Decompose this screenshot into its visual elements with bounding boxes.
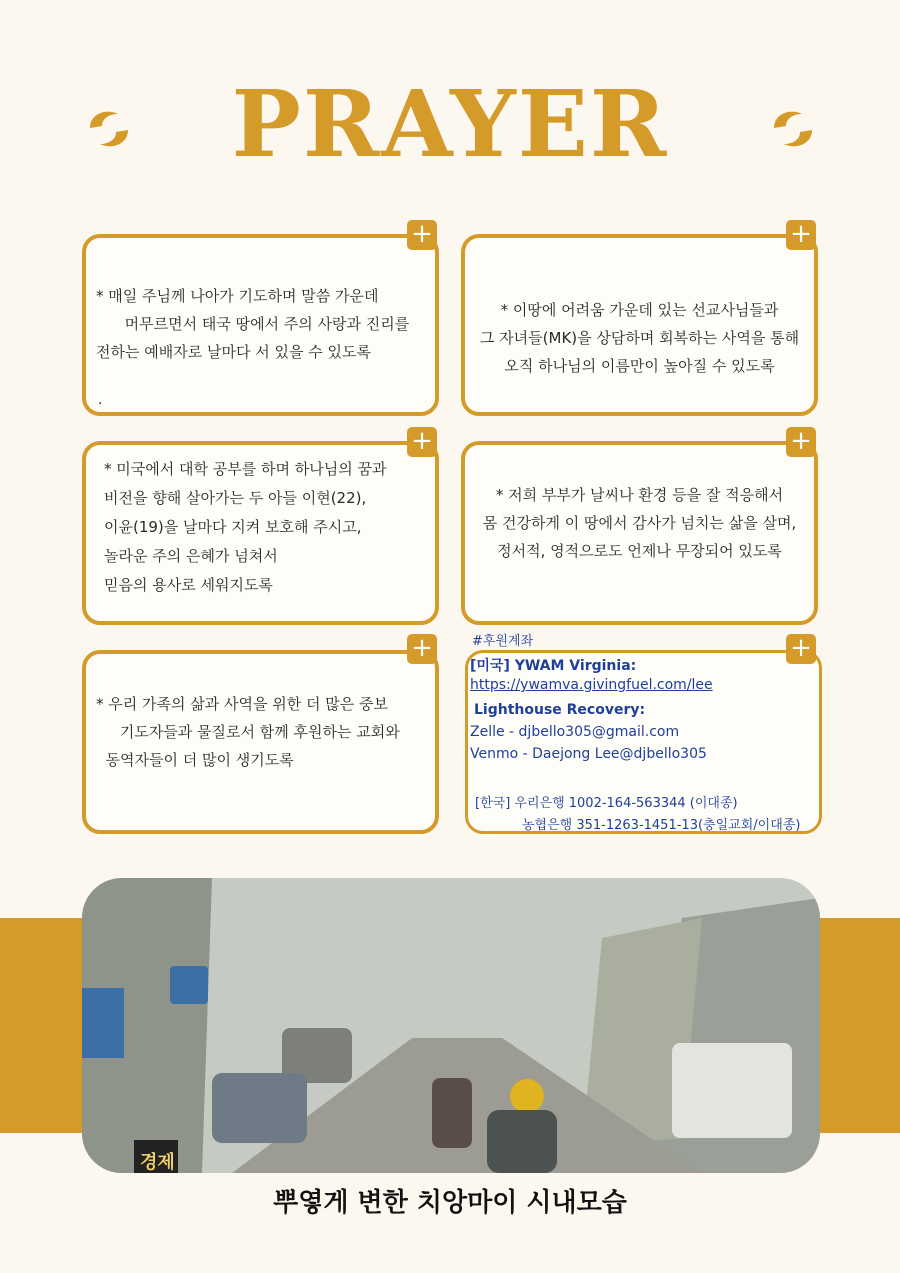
venmo-account: Venmo - Daejong Lee@djbello305 bbox=[470, 746, 707, 762]
plus-icon[interactable]: + bbox=[786, 427, 816, 457]
card-1-dot: . bbox=[98, 392, 103, 408]
giving-link[interactable]: https://ywamva.givingfuel.com/lee bbox=[470, 677, 713, 693]
right-swirl-ornament bbox=[770, 106, 816, 152]
street-scene-illustration bbox=[82, 878, 820, 1173]
prayer-card-2-text: * 이땅에 어려움 가운데 있는 선교사님들과 그 자녀들(MK)을 상담하며 회복하는 사역을 통해 오직 하나님의 이름만이 높아질 수 있도록 bbox=[479, 301, 800, 375]
plus-icon[interactable]: + bbox=[407, 427, 437, 457]
us-account-label: [미국] YWAM Virginia: bbox=[470, 658, 637, 674]
prayer-card-1-text: * 매일 주님께 나아가 기도하며 말씀 가운데 머무르면서 태국 땅에서 주의 사랑과 진리를 전하는 예배자로 날마다 서 있을 수 있도록 bbox=[96, 287, 410, 361]
broadcast-logo: 경제 bbox=[140, 1152, 175, 1173]
korea-account-1: [한국] 우리은행 1002-164-563344 (이대종) bbox=[475, 796, 738, 811]
page-title: PRAYER bbox=[231, 70, 669, 178]
photo-caption: 뿌옇게 변한 치앙마이 시내모습 bbox=[273, 1188, 627, 1218]
korea-account-2: 농협은행 351-1263-1451-13(충일교회/이대종) bbox=[522, 818, 801, 833]
plus-icon[interactable]: + bbox=[786, 634, 816, 664]
zelle-account: Zelle - djbello305@gmail.com bbox=[470, 724, 680, 740]
account-hashtag: #후원계좌 bbox=[472, 634, 534, 649]
prayer-card-4-text: * 저희 부부가 날씨나 환경 등을 잘 적응해서 몸 건강하게 이 땅에서 감사가 넘치는 삶을 살며, 정서적, 영적으로도 언제나 무장되어 있도록 bbox=[482, 486, 797, 560]
plus-icon[interactable]: + bbox=[786, 220, 816, 250]
prayer-card-5-text: * 우리 가족의 삶과 사역을 위한 더 많은 중보 기도자들과 물질로서 함께 후원하는 교회와 동역자들이 더 많이 생기도록 bbox=[96, 695, 400, 769]
prayer-card-3-text: * 미국에서 대학 공부를 하며 하나님의 꿈과 비전을 향해 살아가는 두 아들 이현(22), 이윤(19)을 날마다 지켜 보호해 주시고, 놀라운 주의 은혜가 넘쳐서 믿음의 용사로 세워지도록 bbox=[104, 460, 387, 594]
plus-icon[interactable]: + bbox=[407, 634, 437, 664]
plus-icon[interactable]: + bbox=[407, 220, 437, 250]
lighthouse-label: Lighthouse Recovery: bbox=[474, 702, 646, 718]
hazy-street-photo bbox=[82, 878, 820, 1173]
